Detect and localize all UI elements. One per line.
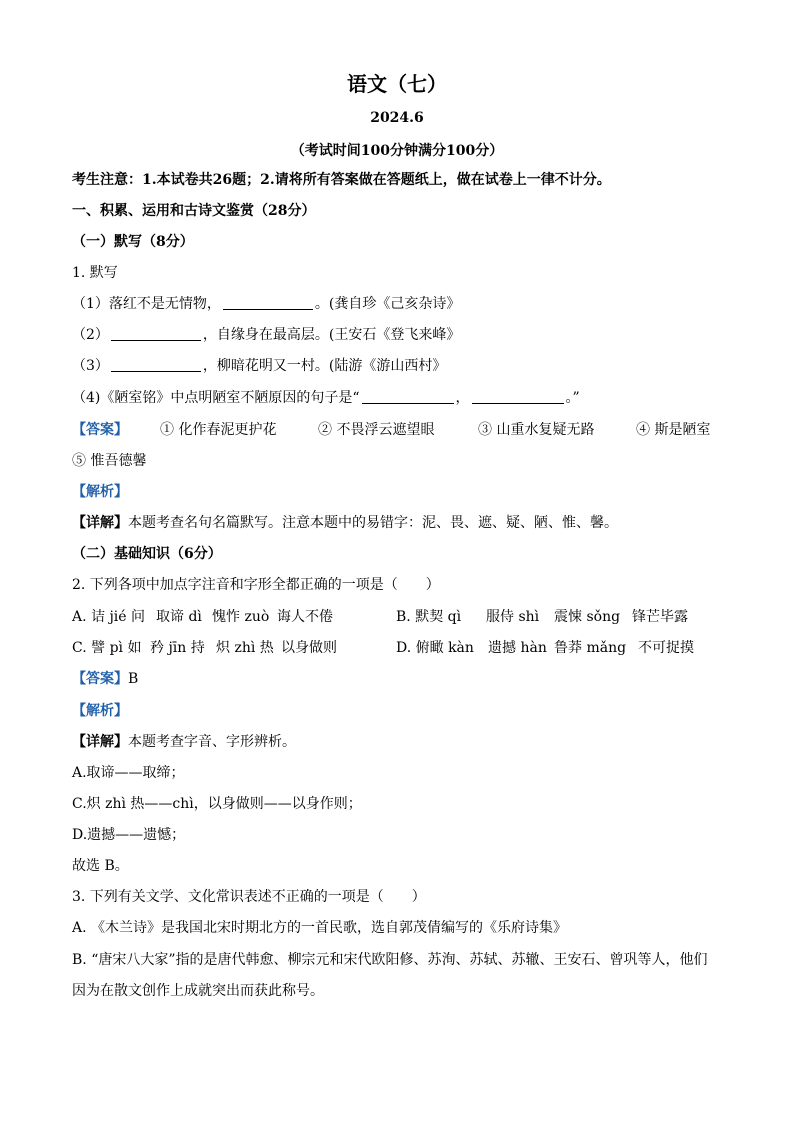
q1-line-2 xyxy=(72,325,460,345)
exam-time-note: （考试时间100分钟满分100分） xyxy=(290,143,504,159)
q1-line-1-text-b: 。(龚自珍《己亥杂诗》 xyxy=(314,296,461,312)
q2-fix-c: C.炽 zhì 热——chì，以身做则——以身作则； xyxy=(72,796,362,812)
q2-option-a-3: 愧怍 zuò xyxy=(212,609,270,625)
q2-fix-d: D.遗撼——遗憾； xyxy=(72,827,186,843)
answer-blank xyxy=(111,326,201,341)
q2-option-c-3: 炽 zhì 热 xyxy=(216,640,274,656)
q1-detail xyxy=(72,513,618,533)
exam-notice: 考生注意：1.本试卷共26题；2.请将所有答案做在答题纸上，做在试卷上一律不计分。 xyxy=(72,172,611,188)
q1-answer-1: ① 化作春泥更护花 xyxy=(160,422,277,438)
answer-blank xyxy=(111,357,201,372)
page-title: 语文（七） xyxy=(347,72,447,96)
q3-option-b-line-2: 因为在散文创作上成就突出而获此称号。 xyxy=(72,983,324,999)
q3-option-a: A. 《木兰诗》是我国北宋时期北方的一首民歌，选自郭茂倩编写的《乐府诗集》 xyxy=(72,920,568,936)
q2-option-a-4: 诲人不倦 xyxy=(277,609,333,625)
subsection-heading-2: （二）基础知识（6分） xyxy=(72,546,222,562)
q1-line-2-text-a: （2） xyxy=(72,327,109,343)
q1-answer-5: ⑤ 惟吾德馨 xyxy=(72,453,147,469)
q1-answer-4: ④ 斯是陋室 xyxy=(636,422,711,438)
q1-line-3 xyxy=(72,356,446,376)
q2-option-d-3: 鲁莽 mǎng xyxy=(554,640,627,656)
q1-line-4-text-a: （4)《陋室铭》中点明陋室不陋原因的句子是“ xyxy=(72,390,360,406)
q2-conclusion: 故选 B。 xyxy=(72,858,129,874)
q1-line-2-text-b: ，自缘身在最高层。(王安石《登飞来峰》 xyxy=(202,327,461,343)
q2-option-b-2: 服侍 shì xyxy=(486,609,540,625)
q1-detail-text: 本题考查名句名篇默写。注意本题中的易错字：泥、畏、遮、疑、陋、惟、馨。 xyxy=(128,515,618,531)
q2-option-c-1: C. 譬 pì 如 xyxy=(72,640,142,656)
q2-answer-tag: 【答案】 xyxy=(72,671,128,687)
q2-option-c-2: 矜 jīn 持 xyxy=(150,640,205,656)
q2-option-b-3: 震悚 sǒng xyxy=(554,609,621,625)
q2-option-d-4: 不可捉摸 xyxy=(638,640,694,656)
answer-blank xyxy=(472,389,564,404)
q1-line-4-text-mid: ， xyxy=(455,390,470,406)
section-heading: 一、积累、运用和古诗文鉴赏（28分） xyxy=(72,203,316,219)
q1-stem: 1. 默写 xyxy=(72,265,118,281)
q2-stem: 2. 下列各项中加点字注音和字形全都正确的一项是（ ） xyxy=(72,577,440,593)
q1-detail-tag: 【详解】 xyxy=(72,515,128,531)
q2-option-b-1: B. 默契 qì xyxy=(396,609,462,625)
q2-option-b-4: 锋芒毕露 xyxy=(632,609,688,625)
q1-line-4 xyxy=(72,388,580,408)
q2-answer xyxy=(72,669,138,689)
q2-detail xyxy=(72,732,296,752)
answer-blank xyxy=(223,295,313,310)
answer-blank xyxy=(362,389,454,404)
q2-option-d-2: 遗撼 hàn xyxy=(488,640,547,656)
q1-line-1 xyxy=(72,294,460,314)
q2-analysis-tag: 【解析】 xyxy=(72,703,128,719)
q1-line-4-text-b: 。” xyxy=(565,390,580,406)
q3-stem: 3. 下列有关文学、文化常识表述不正确的一项是（ ） xyxy=(72,889,426,905)
q2-detail-text: 本题考查字音、字形辨析。 xyxy=(128,734,296,750)
q2-option-a-1: A. 诘 jié 问 xyxy=(72,609,146,625)
q2-option-a-2: 取谛 dì xyxy=(156,609,202,625)
q3-option-b-line-1: B. “唐宋八大家”指的是唐代韩愈、柳宗元和宋代欧阳修、苏洵、苏轼、苏辙、王安石、曾巩等人，他们 xyxy=(72,952,708,968)
q1-analysis-tag: 【解析】 xyxy=(72,484,128,500)
q1-line-3-text-a: （3） xyxy=(72,358,109,374)
q2-option-d-1: D. 俯瞰 kàn xyxy=(396,640,474,656)
q1-answer-2: ② 不畏浮云遮望眼 xyxy=(318,422,435,438)
subsection-heading-1: （一）默写（8分） xyxy=(72,234,194,250)
exam-date: 2024.6 xyxy=(370,110,424,126)
q2-option-c-4: 以身做则 xyxy=(281,640,337,656)
q2-detail-tag: 【详解】 xyxy=(72,734,128,750)
q2-fix-a: A.取谛——取缔； xyxy=(72,765,185,781)
q1-answer-3: ③ 山重水复疑无路 xyxy=(478,422,595,438)
q1-answer-tag: 【答案】 xyxy=(72,422,128,438)
q1-line-1-text-a: （1）落红不是无情物， xyxy=(72,296,221,312)
q1-line-3-text-b: ，柳暗花明又一村。(陆游《游山西村》 xyxy=(202,358,447,374)
q2-answer-value: B xyxy=(128,671,139,687)
